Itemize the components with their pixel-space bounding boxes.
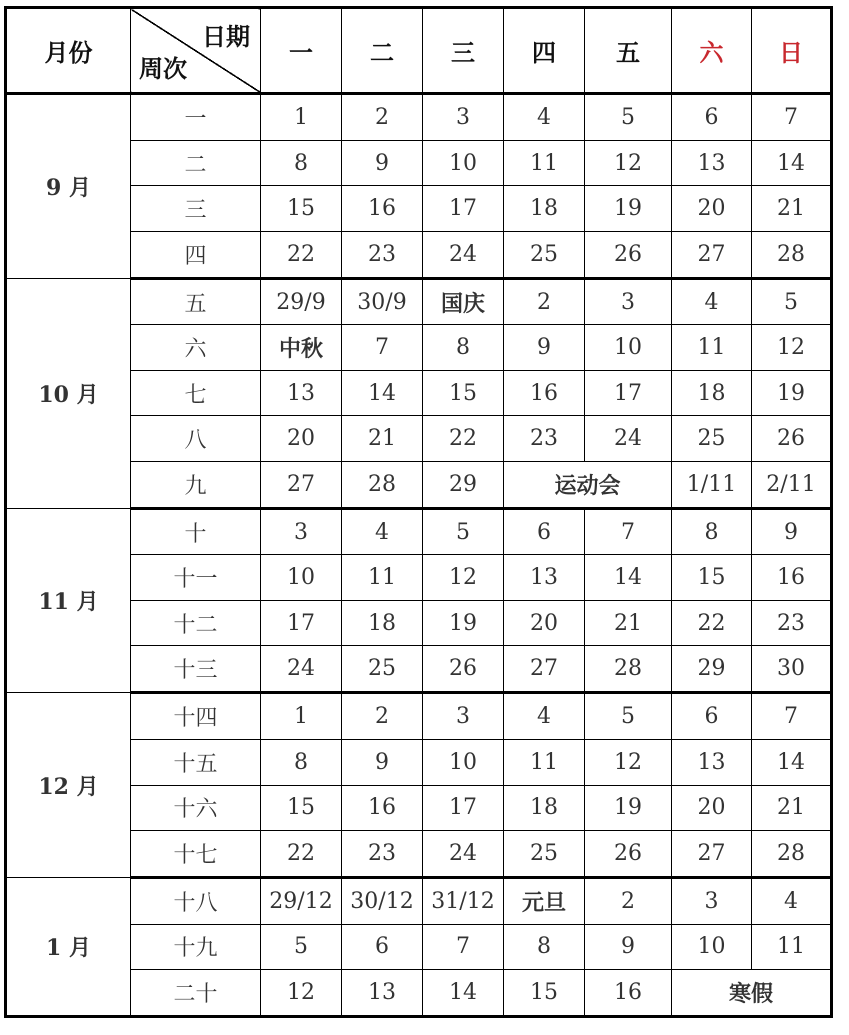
date-cell: 16 xyxy=(342,785,423,830)
date-cell-weekend: 13 xyxy=(672,140,752,185)
week-number: 二十 xyxy=(131,970,261,1017)
week-number: 十三 xyxy=(131,646,261,693)
date-cell: 24 xyxy=(261,646,342,693)
date-cell: 25 xyxy=(504,830,585,877)
day-header-sun: 日 xyxy=(752,8,832,94)
date-cell: 5 xyxy=(585,94,672,141)
date-cell: 18 xyxy=(504,785,585,830)
date-cell: 4 xyxy=(504,693,585,740)
date-cell: 30/12 xyxy=(342,877,423,924)
date-cell-weekend: 14 xyxy=(752,740,832,785)
date-cell: 1 xyxy=(261,94,342,141)
diagonal-header-cell xyxy=(131,8,261,94)
date-cell-weekend: 23 xyxy=(752,600,832,645)
date-cell-weekend: 6 xyxy=(672,693,752,740)
date-cell: 2 xyxy=(342,94,423,141)
date-cell-weekend: 11 xyxy=(672,325,752,370)
date-cell: 2 xyxy=(504,278,585,325)
date-cell-weekend: 6 xyxy=(672,94,752,141)
date-cell: 12 xyxy=(585,140,672,185)
date-cell: 16 xyxy=(504,370,585,415)
date-cell: 27 xyxy=(504,646,585,693)
date-cell: 25 xyxy=(504,231,585,278)
date-cell: 21 xyxy=(585,600,672,645)
date-cell: 5 xyxy=(423,508,504,555)
date-cell-weekend: 4 xyxy=(672,278,752,325)
date-cell-weekend: 7 xyxy=(752,693,832,740)
week-row xyxy=(6,278,832,325)
date-cell: 5 xyxy=(261,924,342,969)
date-cell: 8 xyxy=(261,140,342,185)
date-cell-weekend: 5 xyxy=(752,278,832,325)
week-number: 五 xyxy=(131,278,261,325)
date-cell: 11 xyxy=(504,140,585,185)
week-number: 十七 xyxy=(131,830,261,877)
event-winter-vacation: 寒假 xyxy=(672,970,832,1017)
date-cell: 26 xyxy=(585,830,672,877)
month-label: 1 月 xyxy=(6,877,131,1016)
date-cell: 16 xyxy=(342,186,423,231)
date-cell: 7 xyxy=(585,508,672,555)
date-cell: 7 xyxy=(423,924,504,969)
date-cell: 9 xyxy=(504,325,585,370)
date-cell: 16 xyxy=(585,970,672,1017)
date-cell: 23 xyxy=(342,231,423,278)
date-cell: 10 xyxy=(423,740,504,785)
date-cell-weekend: 21 xyxy=(752,785,832,830)
day-header-thu: 四 xyxy=(504,8,585,94)
date-cell: 3 xyxy=(423,94,504,141)
date-cell: 20 xyxy=(504,600,585,645)
date-cell: 28 xyxy=(342,461,423,508)
holiday-national-day: 国庆 xyxy=(423,278,504,325)
date-cell: 23 xyxy=(504,416,585,461)
date-cell: 18 xyxy=(342,600,423,645)
date-cell: 17 xyxy=(423,186,504,231)
date-cell: 2 xyxy=(342,693,423,740)
date-cell-weekend: 30 xyxy=(752,646,832,693)
date-cell: 2 xyxy=(585,877,672,924)
date-cell: 18 xyxy=(504,186,585,231)
date-cell-weekend: 26 xyxy=(752,416,832,461)
date-cell: 26 xyxy=(423,646,504,693)
week-row xyxy=(6,508,832,555)
date-cell: 14 xyxy=(342,370,423,415)
date-cell: 8 xyxy=(261,740,342,785)
date-cell-weekend: 3 xyxy=(672,877,752,924)
date-cell: 28 xyxy=(585,646,672,693)
date-cell: 4 xyxy=(342,508,423,555)
date-cell-weekend: 1/11 xyxy=(672,461,752,508)
school-calendar-table xyxy=(4,6,833,1018)
date-cell: 22 xyxy=(261,231,342,278)
date-cell-weekend: 16 xyxy=(752,555,832,600)
event-sports-meet: 运动会 xyxy=(504,461,672,508)
date-cell: 6 xyxy=(504,508,585,555)
date-cell: 27 xyxy=(261,461,342,508)
day-header-fri: 五 xyxy=(585,8,672,94)
day-header-mon: 一 xyxy=(261,8,342,94)
week-number: 十二 xyxy=(131,600,261,645)
date-cell: 15 xyxy=(423,370,504,415)
date-cell: 17 xyxy=(423,785,504,830)
date-cell-weekend: 7 xyxy=(752,94,832,141)
date-cell: 17 xyxy=(261,600,342,645)
date-cell: 12 xyxy=(585,740,672,785)
date-cell: 12 xyxy=(261,970,342,1017)
week-number: 二 xyxy=(131,140,261,185)
week-label: 周次 xyxy=(139,55,187,83)
date-cell: 22 xyxy=(423,416,504,461)
date-cell: 10 xyxy=(585,325,672,370)
date-cell: 9 xyxy=(342,140,423,185)
week-row xyxy=(6,94,832,141)
week-number: 九 xyxy=(131,461,261,508)
date-cell: 7 xyxy=(342,325,423,370)
date-cell-weekend: 12 xyxy=(752,325,832,370)
date-cell: 15 xyxy=(261,785,342,830)
date-cell-weekend: 28 xyxy=(752,231,832,278)
date-cell: 30/9 xyxy=(342,278,423,325)
date-cell: 13 xyxy=(342,970,423,1017)
date-cell: 17 xyxy=(585,370,672,415)
date-cell: 23 xyxy=(342,830,423,877)
week-number: 三 xyxy=(131,186,261,231)
date-cell-weekend: 4 xyxy=(752,877,832,924)
date-cell: 13 xyxy=(261,370,342,415)
date-cell-weekend: 14 xyxy=(752,140,832,185)
date-cell: 13 xyxy=(504,555,585,600)
date-cell: 3 xyxy=(261,508,342,555)
date-cell: 15 xyxy=(504,970,585,1017)
week-number: 十一 xyxy=(131,555,261,600)
date-cell: 9 xyxy=(585,924,672,969)
date-cell: 6 xyxy=(342,924,423,969)
day-header-tue: 二 xyxy=(342,8,423,94)
date-cell: 25 xyxy=(342,646,423,693)
date-cell: 19 xyxy=(423,600,504,645)
date-cell: 14 xyxy=(585,555,672,600)
date-cell: 8 xyxy=(504,924,585,969)
week-number: 十九 xyxy=(131,924,261,969)
date-cell-weekend: 15 xyxy=(672,555,752,600)
date-cell: 24 xyxy=(423,830,504,877)
date-cell-weekend: 19 xyxy=(752,370,832,415)
month-label: 9 月 xyxy=(6,94,131,279)
date-cell: 22 xyxy=(261,830,342,877)
date-cell-weekend: 20 xyxy=(672,785,752,830)
date-cell-weekend: 22 xyxy=(672,600,752,645)
date-cell: 26 xyxy=(585,231,672,278)
date-cell: 19 xyxy=(585,785,672,830)
date-cell: 9 xyxy=(342,740,423,785)
holiday-new-year: 元旦 xyxy=(504,877,585,924)
month-label: 12 月 xyxy=(6,693,131,878)
date-cell-weekend: 28 xyxy=(752,830,832,877)
date-cell-weekend: 29 xyxy=(672,646,752,693)
date-cell-weekend: 25 xyxy=(672,416,752,461)
date-cell: 24 xyxy=(423,231,504,278)
month-label: 11 月 xyxy=(6,508,131,693)
date-cell: 20 xyxy=(261,416,342,461)
date-cell: 19 xyxy=(585,186,672,231)
date-cell: 5 xyxy=(585,693,672,740)
header-row xyxy=(6,8,832,94)
date-cell: 21 xyxy=(342,416,423,461)
date-cell-weekend: 11 xyxy=(752,924,832,969)
date-cell: 4 xyxy=(504,94,585,141)
date-cell: 29/12 xyxy=(261,877,342,924)
date-cell: 14 xyxy=(423,970,504,1017)
date-cell: 10 xyxy=(423,140,504,185)
holiday-mid-autumn: 中秋 xyxy=(261,325,342,370)
date-cell: 3 xyxy=(423,693,504,740)
day-header-wed: 三 xyxy=(423,8,504,94)
date-cell-weekend: 20 xyxy=(672,186,752,231)
date-cell: 11 xyxy=(342,555,423,600)
week-number: 一 xyxy=(131,94,261,141)
date-label: 日期 xyxy=(202,23,250,51)
date-cell: 15 xyxy=(261,186,342,231)
date-cell-weekend: 10 xyxy=(672,924,752,969)
date-cell-weekend: 27 xyxy=(672,231,752,278)
date-cell: 1 xyxy=(261,693,342,740)
month-label: 10 月 xyxy=(6,278,131,508)
week-number: 十四 xyxy=(131,693,261,740)
week-row xyxy=(6,877,832,924)
date-cell: 10 xyxy=(261,555,342,600)
date-cell: 31/12 xyxy=(423,877,504,924)
day-header-sat: 六 xyxy=(672,8,752,94)
date-cell-weekend: 9 xyxy=(752,508,832,555)
date-cell: 3 xyxy=(585,278,672,325)
week-number: 十五 xyxy=(131,740,261,785)
date-cell: 8 xyxy=(423,325,504,370)
week-number: 六 xyxy=(131,325,261,370)
month-column-header: 月份 xyxy=(6,8,131,94)
week-row xyxy=(6,693,832,740)
date-cell: 11 xyxy=(504,740,585,785)
date-cell: 12 xyxy=(423,555,504,600)
date-cell-weekend: 8 xyxy=(672,508,752,555)
week-number: 十八 xyxy=(131,877,261,924)
week-number: 七 xyxy=(131,370,261,415)
week-number: 八 xyxy=(131,416,261,461)
date-cell-weekend: 27 xyxy=(672,830,752,877)
date-cell: 29/9 xyxy=(261,278,342,325)
date-cell-weekend: 21 xyxy=(752,186,832,231)
date-cell: 29 xyxy=(423,461,504,508)
week-number: 十 xyxy=(131,508,261,555)
date-cell-weekend: 2/11 xyxy=(752,461,832,508)
week-number: 四 xyxy=(131,231,261,278)
date-cell-weekend: 13 xyxy=(672,740,752,785)
date-cell: 24 xyxy=(585,416,672,461)
date-cell-weekend: 18 xyxy=(672,370,752,415)
week-number: 十六 xyxy=(131,785,261,830)
